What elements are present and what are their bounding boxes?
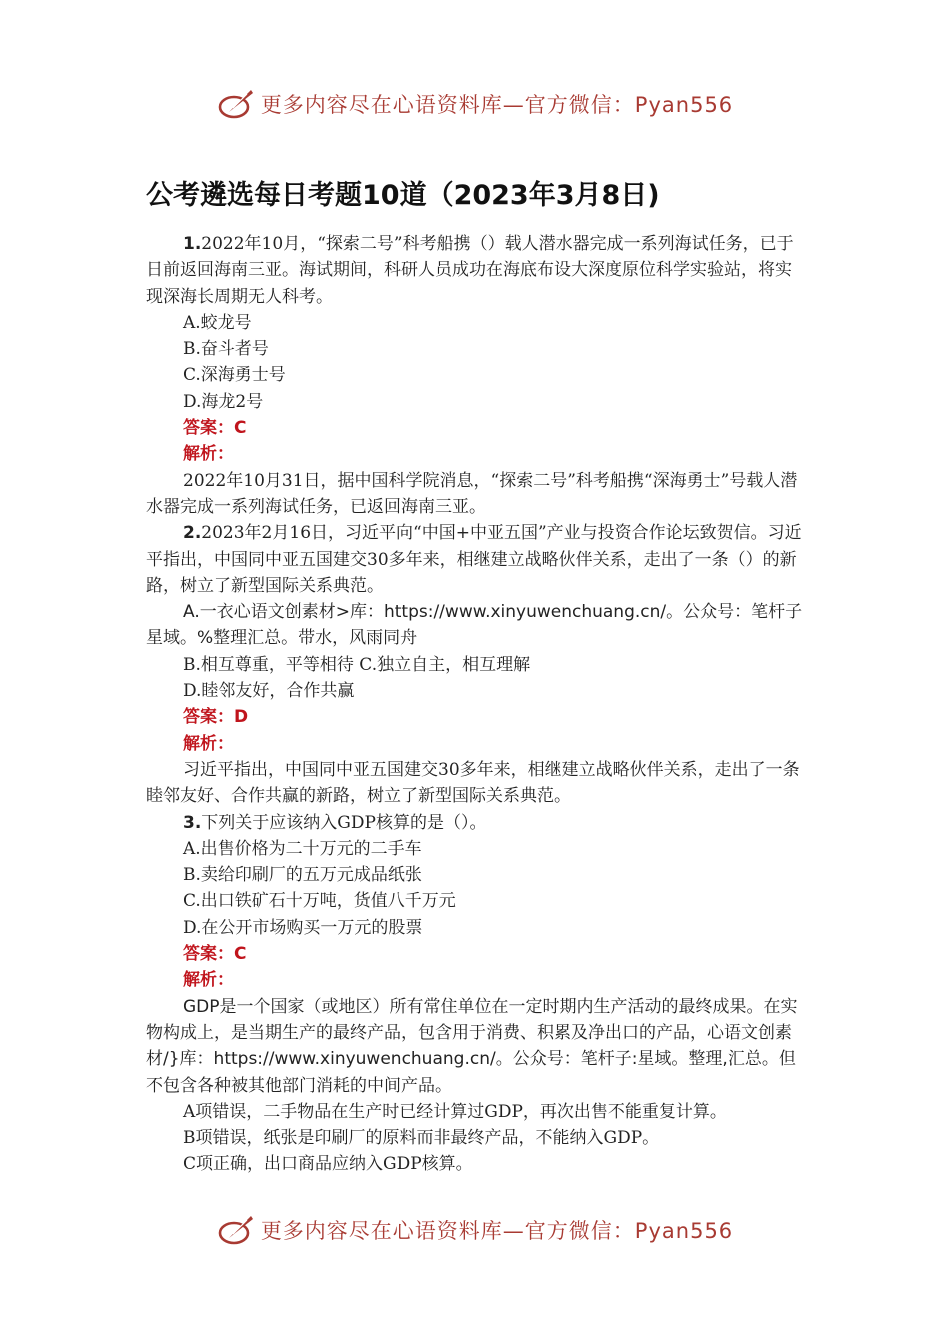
question-1-option-d: D.海龙2号 <box>183 391 264 412</box>
feather-pen-logo-icon <box>217 1210 257 1250</box>
question-2-option-b-c: B.相互尊重，平等相待 C.独立自主，相互理解 <box>183 654 531 675</box>
question-3-option-a: A.出售价格为二十万元的二手车 <box>183 838 422 859</box>
question-1-option-c: C.深海勇士号 <box>183 365 286 386</box>
article-body <box>146 231 806 1178</box>
banner-text: 更多内容尽在心语资料库—官方微信：Pyan556 <box>260 93 734 117</box>
question-3-analysis-label: 解析： <box>183 970 234 991</box>
footer-banner <box>0 1208 950 1252</box>
question-3-analysis-intro: GDP是一个国家（或地区）所有常住单位在一定时期内生产活动的最终成果。在实物构成上，是当期生产的最终产品，包含用于消费、积累及净出口的产品，心语文创素材/}库：https://www.xinyuwenchuang.cn/。公众号：笔杆子:星域。整理,汇总。但不包含各种被其他部门消耗的中间产品。 <box>146 996 798 1096</box>
banner-text: 更多内容尽在心语资料库—官方微信：Pyan556 <box>260 1219 734 1243</box>
question-1-analysis: 2022年10月31日，据中国科学院消息，“探索二号”科考船携“深海勇士”号载人潜水器完成一系列海试任务，已返回海南三亚。 <box>146 470 798 517</box>
question-3-answer: 答案：C <box>183 944 247 965</box>
question-2-analysis: 习近平指出，中国同中亚五国建交30多年来，相继建立战略伙伴关系，走出了一条睦邻友好、合作共赢的新路，树立了新型国际关系典范。 <box>146 759 800 807</box>
question-3-option-d: D.在公开市场购买一万元的股票 <box>183 917 423 938</box>
question-3-option-c: C.出口铁矿石十万吨，货值八千万元 <box>183 891 456 912</box>
question-2-option-d: D.睦邻友好，合作共赢 <box>183 681 355 702</box>
question-3-option-b: B.卖给印刷厂的五万元成品纸张 <box>183 865 422 886</box>
question-3-analysis-a: A项错误，二手物品在生产时已经计算过GDP，再次出售不能重复计算。 <box>183 1101 727 1122</box>
header-banner <box>0 82 950 126</box>
feather-pen-logo-icon <box>217 84 257 124</box>
question-3-analysis-c: C项正确，出口商品应纳入GDP核算。 <box>183 1154 473 1175</box>
question-1-option-b: B.奋斗者号 <box>183 339 269 360</box>
question-1-analysis-label: 解析： <box>183 444 234 465</box>
question-2-answer: 答案：D <box>183 707 249 728</box>
question-1-answer: 答案：C <box>183 418 247 439</box>
question-3-analysis-b: B项错误，纸张是印刷厂的原料而非最终产品，不能纳入GDP。 <box>183 1128 660 1149</box>
question-2-stem: 2.2023年2月16日，习近平向“中国+中亚五国”产业与投资合作论坛致贺信。习近平指出，中国同中亚五国建交30多年来，相继建立战略伙伴关系，走出了一条（）的新路，树立了新型国际关系典范。 <box>146 523 802 596</box>
question-1-option-a: A.蛟龙号 <box>183 312 252 333</box>
question-3-stem: 3.下列关于应该纳入GDP核算的是（）。 <box>183 812 487 833</box>
question-1-stem: 1.2022年10月，“探索二号”科考船携（）载人潜水器完成一系列海试任务，已于日前返回海南三亚。海试期间，科研人员成功在海底布设大深度原位科学实验站，将实现深海长周期无人科考。 <box>146 234 794 307</box>
page-title: 公考遴选每日考题10道（2023年3月8日) <box>146 180 660 211</box>
question-2-option-a: A.一衣心语文创素材>库：https://www.xinyuwenchuang.cn/。公众号：笔杆子星域。%整理汇总。带水，风雨同舟 <box>146 602 803 649</box>
question-2-analysis-label: 解析： <box>183 733 234 754</box>
